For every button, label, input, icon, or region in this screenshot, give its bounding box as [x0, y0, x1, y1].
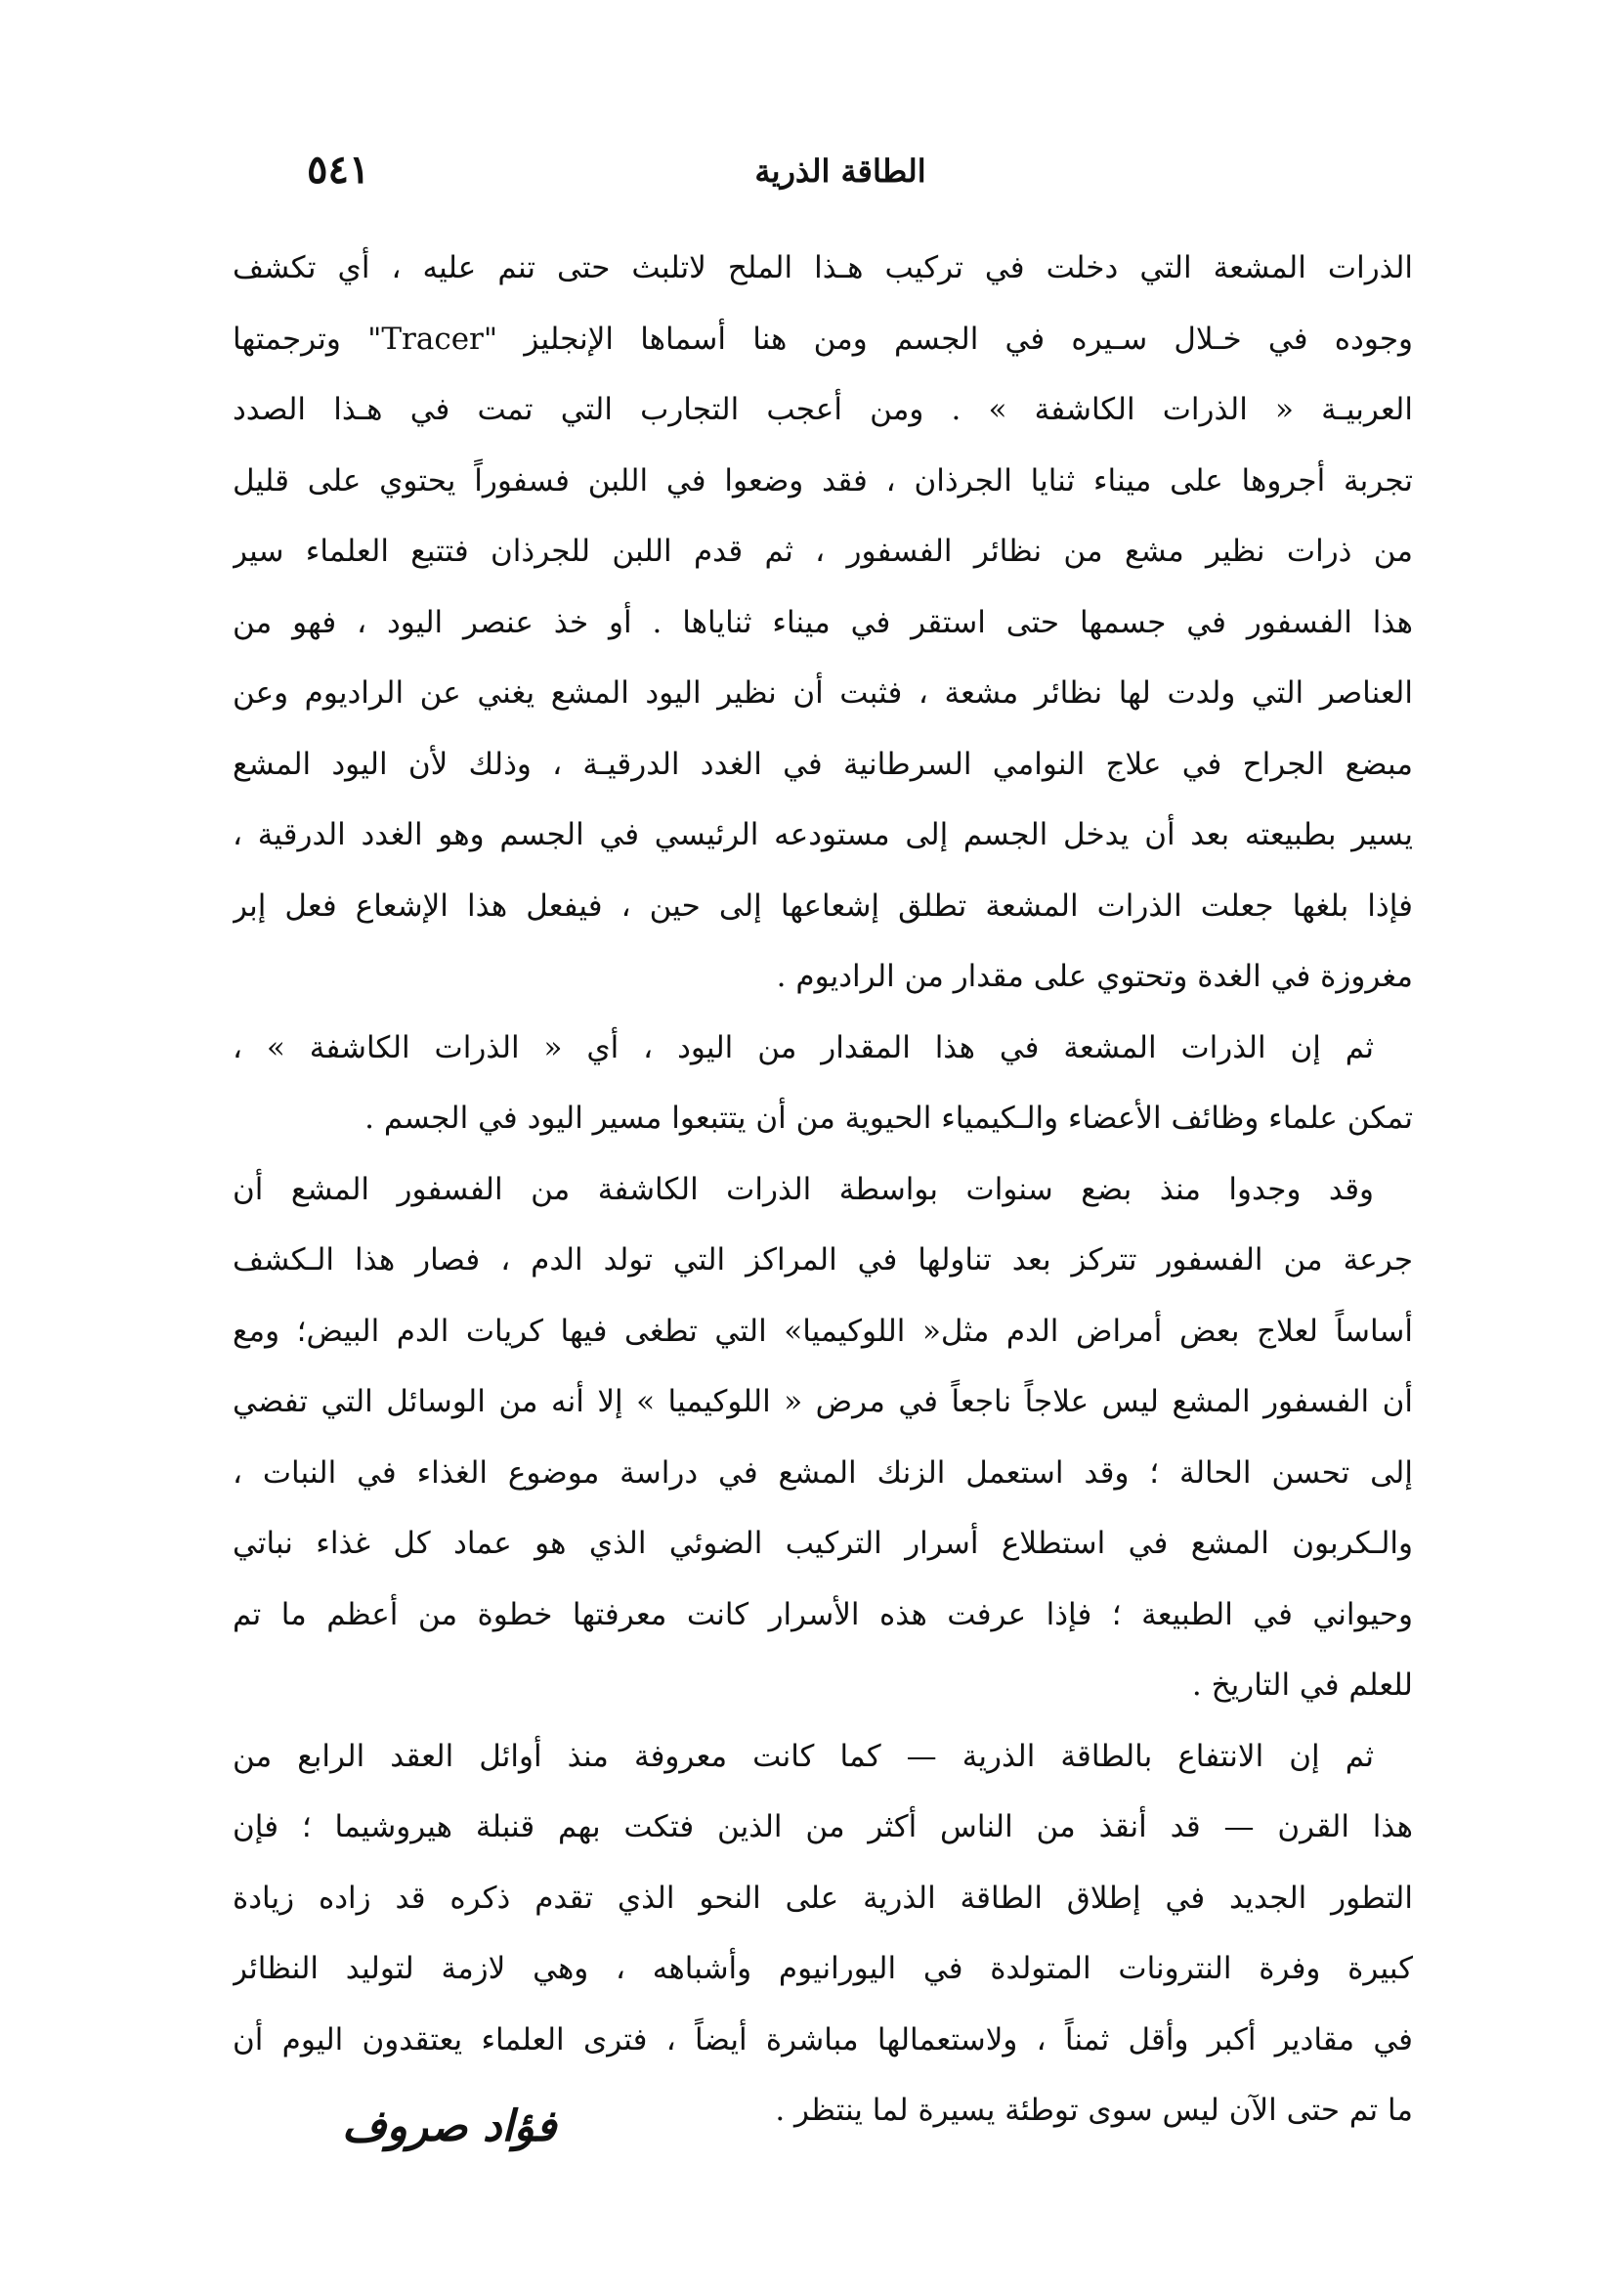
text-line: والـكربون المشع في استطلاع أسرار التركيب الضوئي الذي هو عماد كل غذاء نباتي: [233, 1526, 1413, 1561]
text-line: هذا الفسفور في جسمها حتى استقر في ميناء ثناياها . أو خذ عنصر اليود ، فهو من: [233, 604, 1413, 640]
author-signature: فؤاد صروف: [342, 2101, 557, 2151]
text-line: تجربة أجروها على ميناء ثنايا الجرذان ، فقد وضعوا في اللبن فسفوراً يحتوي على قليل: [233, 462, 1413, 498]
text-line: من ذرات نظير مشع من نظائر الفسفور ، ثم قدم اللبن للجرذان فتتبع العلماء سير: [233, 534, 1413, 569]
text-line: العربيـة « الذرات الكاشفة » . ومن أعجب التجارب التي تمت في هـذا الصدد: [233, 392, 1413, 427]
text-line: وجوده في خـلال سـيره في الجسم ومن هنا أسماها الإنجليز "Tracer" وترجمتها: [233, 321, 1413, 357]
text-line: أساساً لعلاج بعض أمراض الدم مثل« اللوكيميا» التي تطغى فيها كريات الدم البيض؛ ومع: [233, 1313, 1413, 1349]
text-line: في مقادير أكبر وأقل ثمناً ، ولاستعمالها مباشرة أيضاً ، فترى العلماء يعتقدون اليوم أن: [233, 2021, 1413, 2057]
text-line: وحيواني في الطبيعة ؛ فإذا عرفت هذه الأسرار كانت معرفتها خطوة من أعظم ما تم: [233, 1596, 1413, 1632]
text-line: مغروزة في الغدة وتحتوي على مقدار من الراديوم .: [776, 959, 1413, 994]
text-line: فإذا بلغها جعلت الذرات المشعة تطلق إشعاعها إلى حين ، فيفعل هذا الإشعاع فعل إبر: [233, 888, 1413, 924]
text-line: إلى تحسن الحالة ؛ وقد استعمل الزنك المشع في دراسة موضوع الغذاء في النبات ،: [233, 1454, 1413, 1491]
text-line: جرعة من الفسفور تتركز بعد تناولها في المراكز التي تولد الدم ، فصار هذا الـكشف: [233, 1242, 1413, 1277]
text-line: ثم إن الذرات المشعة في هذا المقدار من اليود ، أي « الذرات الكاشفة » ،: [233, 1029, 1374, 1065]
text-line: هذا القرن — قد أنقذ من الناس أكثر من الذين فتكت بهم قنبلة هيروشيما ؛ فإن: [233, 1809, 1413, 1844]
text-line: كبيرة وفرة النترونات المتولدة في اليورانيوم وأشباهه ، وهي لازمة لتوليد النظائر: [233, 1951, 1413, 1986]
text-line: للعلم في التاريخ .: [1191, 1667, 1413, 1703]
text-line: أن الفسفور المشع ليس علاجاً ناجعاً في مرض « اللوكيميا » إلا أنه من الوسائل التي تفضي: [233, 1384, 1413, 1419]
text-line: يسير بطبيعته بعد أن يدخل الجسم إلى مستودعه الرئيسي في الجسم وهو الغدد الدرقية ،: [233, 817, 1413, 852]
text-line: العناصر التي ولدت لها نظائر مشعة ، فثبت أن نظير اليود المشع يغني عن الراديوم وعن: [233, 675, 1413, 711]
page-number: ٥٤١: [307, 147, 370, 193]
running-head: [293, 147, 1388, 205]
text-line: مبضع الجراح في علاج النوامي السرطانية في الغدد الدرقيـة ، وذلك لأن اليود المشع: [233, 746, 1413, 782]
text-line: وقد وجدوا منذ بضع سنوات بواسطة الذرات الكاشفة من الفسفور المشع أن: [233, 1171, 1374, 1207]
text-line: ثم إن الانتفاع بالطاقة الذرية — كما كانت معروفة منذ أوائل العقد الرابع من: [233, 1738, 1374, 1774]
text-line: تمكن علماء وظائف الأعضاء والـكيمياء الحيوية من أن يتتبعوا مسير اليود في الجسم .: [364, 1101, 1413, 1136]
page-title: الطاقة الذرية: [754, 152, 926, 190]
text-line: الذرات المشعة التي دخلت في تركيب هـذا الملح لاتلبث حتى تنم عليه ، أي تكشف: [233, 250, 1413, 285]
text-line: التطور الجديد في إطلاق الطاقة الذرية على النحو الذي تقدم ذكره قد زاده زيادة: [233, 1880, 1413, 1916]
article-body: [233, 233, 1413, 2146]
text-line: ما تم حتى الآن ليس سوى توطئة يسيرة لما ينتظر .: [775, 2093, 1413, 2128]
